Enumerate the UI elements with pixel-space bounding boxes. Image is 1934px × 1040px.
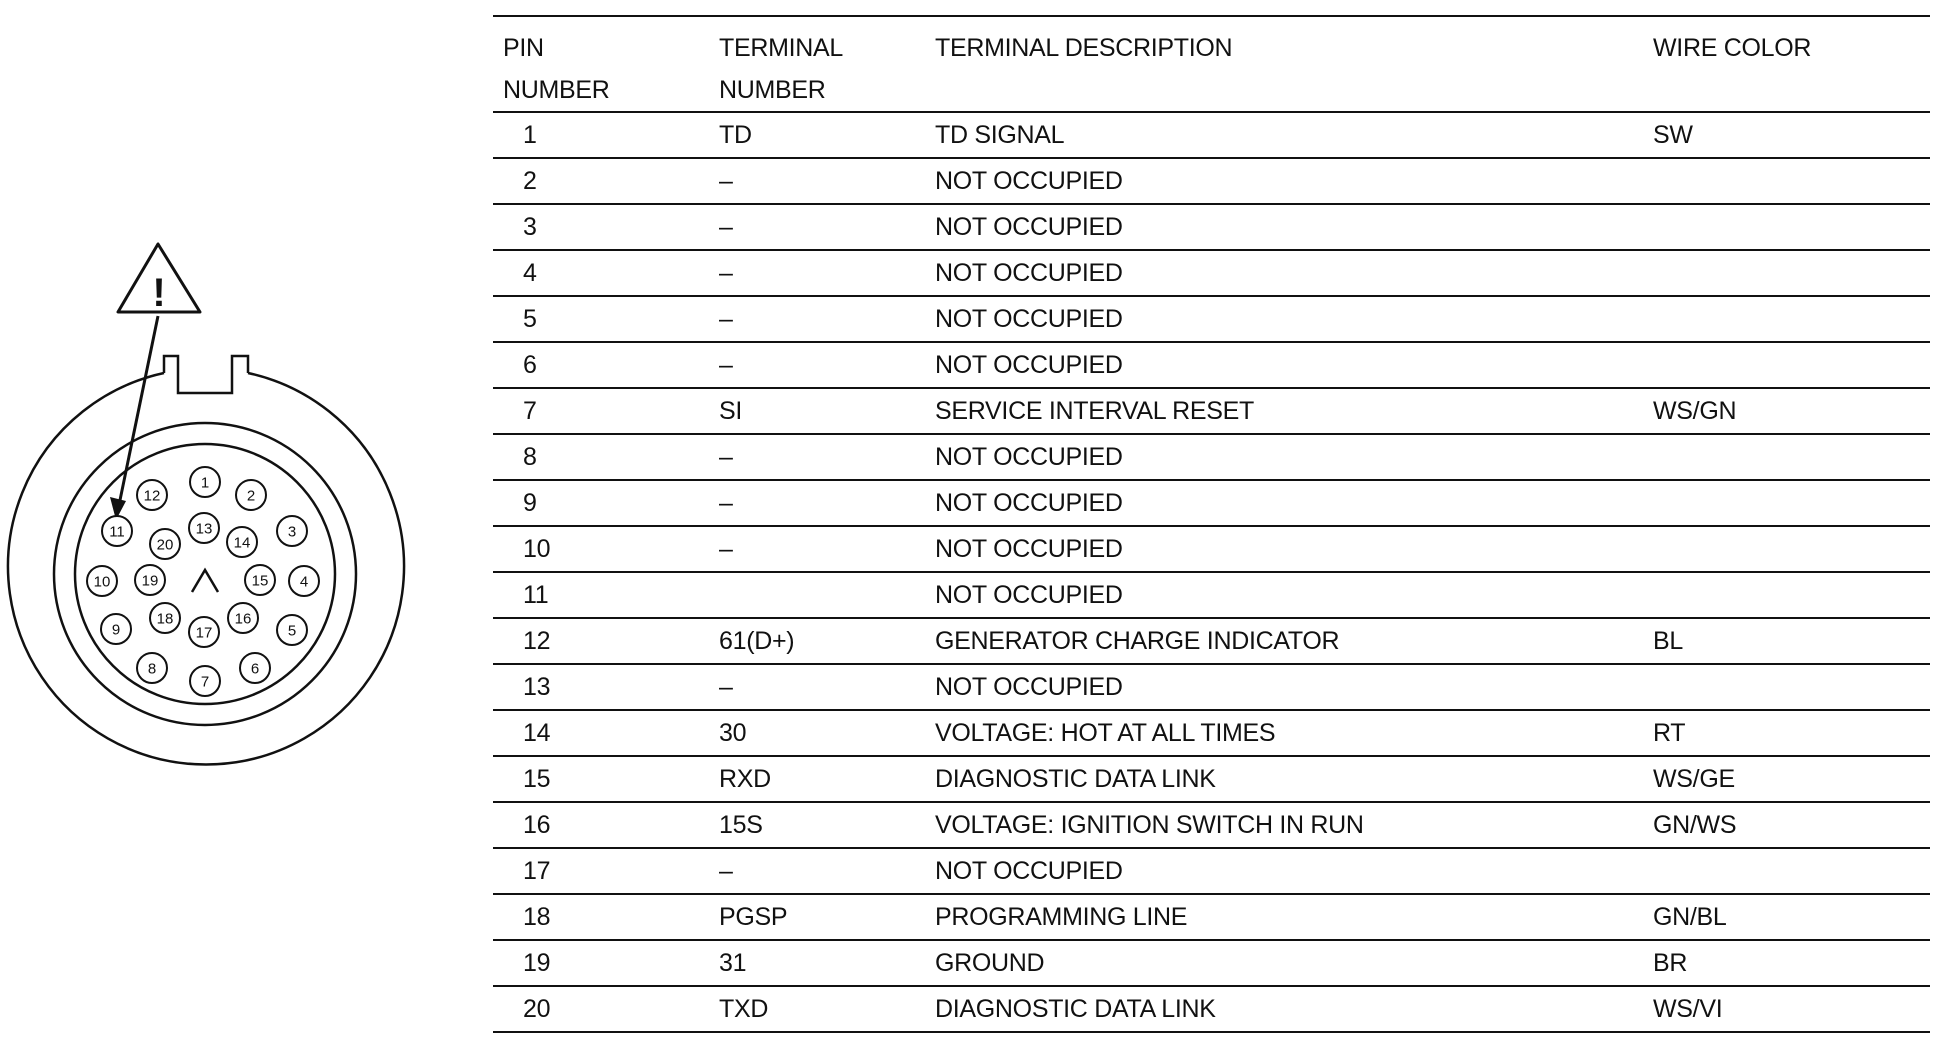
table-row [493, 802, 1930, 848]
pin-number-cell: 16 [493, 802, 709, 848]
connector-pin-label: 14 [233, 534, 251, 552]
pin-number-cell: 5 [493, 296, 709, 342]
table-row [493, 480, 1930, 526]
terminal-number-cell: RXD [709, 756, 925, 802]
pin-number-cell: 10 [493, 526, 709, 572]
table-row [493, 388, 1930, 434]
terminal-description-cell: GROUND [925, 940, 1643, 986]
connector-pin-label: 12 [143, 487, 161, 505]
wire-color-cell [1643, 848, 1930, 894]
connector-pin-label: 11 [109, 523, 125, 541]
wire-color-cell [1643, 480, 1930, 526]
terminal-number-cell [709, 572, 925, 618]
terminal-description-cell: NOT OCCUPIED [925, 158, 1643, 204]
terminal-description-cell: DIAGNOSTIC DATA LINK [925, 986, 1643, 1032]
terminal-number-cell: – [709, 664, 925, 710]
connector-pin-label: 4 [299, 573, 309, 591]
pin-number-cell: 7 [493, 388, 709, 434]
wire-color-cell [1643, 572, 1930, 618]
terminal-number-cell: 15S [709, 802, 925, 848]
table-row [493, 204, 1930, 250]
header-terminal-number [709, 16, 925, 112]
pin-number-cell: 14 [493, 710, 709, 756]
pin-number-cell: 3 [493, 204, 709, 250]
pin-number-cell: 19 [493, 940, 709, 986]
connector-pin-label: 6 [250, 660, 260, 678]
table-row [493, 756, 1930, 802]
wire-color-cell: GN/WS [1643, 802, 1930, 848]
terminal-number-cell: 61(D+) [709, 618, 925, 664]
terminal-description-cell: NOT OCCUPIED [925, 250, 1643, 296]
wire-color-cell: GN/BL [1643, 894, 1930, 940]
connector-keyway [164, 356, 248, 393]
terminal-number-cell: – [709, 158, 925, 204]
terminal-description-cell: VOLTAGE: HOT AT ALL TIMES [925, 710, 1643, 756]
connector-pin-label: 13 [195, 520, 213, 538]
table-row [493, 572, 1930, 618]
table-row [493, 434, 1930, 480]
pin-number-cell: 17 [493, 848, 709, 894]
connector-pin-label: 7 [200, 673, 210, 691]
terminal-number-cell: TXD [709, 986, 925, 1032]
table-row [493, 526, 1930, 572]
terminal-description-cell: VOLTAGE: IGNITION SWITCH IN RUN [925, 802, 1643, 848]
terminal-description-cell: NOT OCCUPIED [925, 434, 1643, 480]
connector-pin-label: 19 [141, 572, 159, 590]
connector-pin-label: 16 [234, 610, 252, 628]
connector-pin-label: 5 [287, 622, 297, 640]
terminal-number-cell: 30 [709, 710, 925, 756]
connector-outer-ring [8, 373, 404, 764]
terminal-number-cell: – [709, 434, 925, 480]
connector-pin-label: 2 [246, 487, 256, 505]
connector-pin-label: 10 [93, 573, 111, 591]
pin-number-cell: 6 [493, 342, 709, 388]
terminal-number-cell: – [709, 526, 925, 572]
connector-key-mark-icon [192, 570, 218, 592]
terminal-description-cell: DIAGNOSTIC DATA LINK [925, 756, 1643, 802]
connector-pin-label: 8 [147, 660, 157, 678]
wire-color-cell: RT [1643, 710, 1930, 756]
header-pin-number [493, 16, 709, 112]
terminal-description-cell: NOT OCCUPIED [925, 480, 1643, 526]
connector-pin-label: 15 [251, 572, 269, 590]
terminal-description-cell: NOT OCCUPIED [925, 204, 1643, 250]
connector-pin-label: 9 [111, 621, 121, 639]
wire-color-cell [1643, 526, 1930, 572]
table-row [493, 710, 1930, 756]
terminal-number-cell: TD [709, 112, 925, 158]
wire-color-cell [1643, 158, 1930, 204]
wire-color-cell [1643, 434, 1930, 480]
diagnostic-connector-diagram [0, 0, 470, 1040]
wire-color-cell: BL [1643, 618, 1930, 664]
terminal-description-cell: NOT OCCUPIED [925, 664, 1643, 710]
terminal-description-cell: NOT OCCUPIED [925, 342, 1643, 388]
warning-exclamation: ! [152, 271, 166, 315]
connector-pin-label: 17 [195, 624, 213, 642]
terminal-number-cell: – [709, 848, 925, 894]
wire-color-cell [1643, 296, 1930, 342]
header-pin-line1: PIN [503, 34, 544, 62]
header-terminal-description: TERMINAL DESCRIPTION [925, 16, 1643, 112]
connector-pin-label: 3 [287, 523, 297, 541]
table-row [493, 250, 1930, 296]
wire-color-cell: SW [1643, 112, 1930, 158]
pin-number-cell: 18 [493, 894, 709, 940]
table-row [493, 296, 1930, 342]
header-pin-line2: NUMBER [503, 76, 610, 104]
terminal-number-cell: – [709, 250, 925, 296]
pin-number-cell: 20 [493, 986, 709, 1032]
pin-number-cell: 1 [493, 112, 709, 158]
terminal-description-cell: NOT OCCUPIED [925, 848, 1643, 894]
header-terminal-line1: TERMINAL [719, 34, 844, 62]
connector-pin-label: 20 [156, 536, 174, 554]
table-row [493, 618, 1930, 664]
terminal-description-cell: SERVICE INTERVAL RESET [925, 388, 1643, 434]
pin-number-cell: 15 [493, 756, 709, 802]
pin-number-cell: 13 [493, 664, 709, 710]
table-row [493, 848, 1930, 894]
terminal-description-cell: PROGRAMMING LINE [925, 894, 1643, 940]
table-row [493, 940, 1930, 986]
terminal-description-cell: NOT OCCUPIED [925, 572, 1643, 618]
pin-number-cell: 9 [493, 480, 709, 526]
terminal-number-cell: – [709, 342, 925, 388]
wire-color-cell: BR [1643, 940, 1930, 986]
terminal-description-cell: NOT OCCUPIED [925, 526, 1643, 572]
wire-color-cell [1643, 342, 1930, 388]
terminal-number-cell: PGSP [709, 894, 925, 940]
table-header-row [493, 16, 1930, 112]
table-row [493, 894, 1930, 940]
terminal-description-cell: GENERATOR CHARGE INDICATOR [925, 618, 1643, 664]
wire-color-cell: WS/VI [1643, 986, 1930, 1032]
table-row [493, 342, 1930, 388]
terminal-number-cell: SI [709, 388, 925, 434]
terminal-number-cell: – [709, 204, 925, 250]
wire-color-cell [1643, 250, 1930, 296]
pin-number-cell: 4 [493, 250, 709, 296]
pin-assignment-table [493, 15, 1930, 1033]
table-row [493, 112, 1930, 158]
pin-number-cell: 11 [493, 572, 709, 618]
wire-color-cell [1643, 204, 1930, 250]
pin-number-cell: 12 [493, 618, 709, 664]
wire-color-cell [1643, 664, 1930, 710]
wire-color-cell: WS/GE [1643, 756, 1930, 802]
table-row [493, 664, 1930, 710]
terminal-number-cell: 31 [709, 940, 925, 986]
terminal-number-cell: – [709, 296, 925, 342]
warning-triangle-icon [118, 244, 200, 315]
terminal-description-cell: TD SIGNAL [925, 112, 1643, 158]
connector-pin-label: 1 [200, 474, 210, 492]
table-row [493, 986, 1930, 1032]
table-row [493, 158, 1930, 204]
wire-color-cell: WS/GN [1643, 388, 1930, 434]
header-wire-color: WIRE COLOR [1643, 16, 1930, 112]
pin-number-cell: 8 [493, 434, 709, 480]
connector-pin-label: 18 [156, 610, 174, 628]
pin-number-cell: 2 [493, 158, 709, 204]
header-terminal-line2: NUMBER [719, 76, 826, 104]
terminal-description-cell: NOT OCCUPIED [925, 296, 1643, 342]
terminal-number-cell: – [709, 480, 925, 526]
